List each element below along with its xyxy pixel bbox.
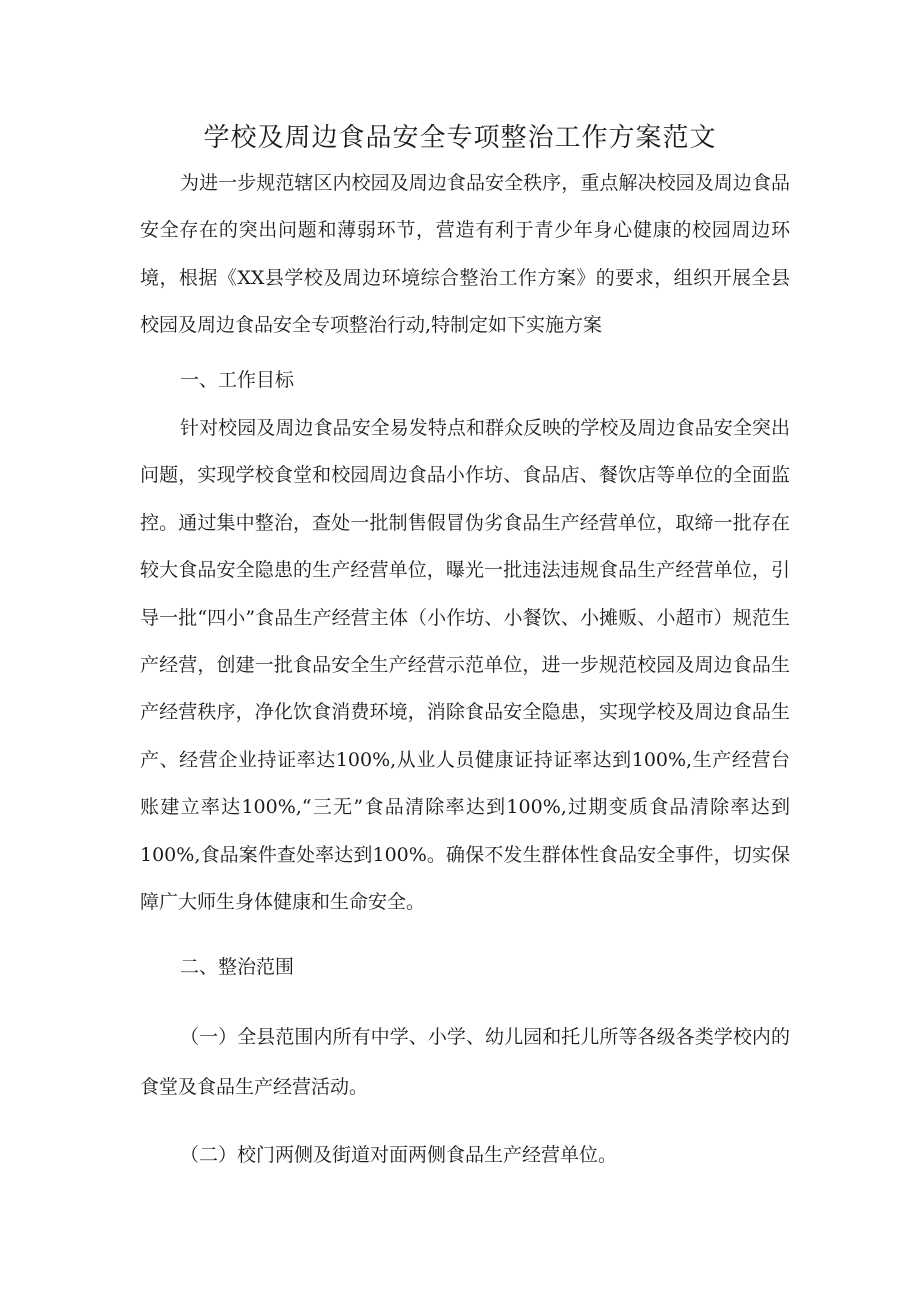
scope-item-2: （二）校门两侧及街道对面两侧食品生产经营单位。	[180, 1144, 618, 1166]
section-heading-scope: 二、整治范围	[180, 956, 295, 978]
scope-item-1: （一）全县范围内所有中学、小学、幼儿园和托儿所等各级各类学校内的食堂及食品生产经营活动。	[140, 1026, 790, 1098]
intro-paragraph: 为进一步规范辖区内校园及周边食品安全秩序，重点解决校园及周边食品安全存在的突出问题和薄弱环节，营造有利于青少年身心健康的校园周边环境，根据《XX县学校及周边环境综合整治工作方案》的要求，组织开展全县校园及周边食品安全专项整治行动,特制定如下实施方案	[140, 172, 790, 337]
section-heading-goals: 一、工作目标	[180, 369, 295, 391]
goals-paragraph: 针对校园及周边食品安全易发特点和群众反映的学校及周边食品安全突出问题，实现学校食堂和校园周边食品小作坊、食品店、餐饮店等单位的全面监控。通过集中整治，查处一批制售假冒伪劣食品生产经营单位，取缔一批存在较大食品安全隐患的生产经营单位，曝光一批违法违规食品生产经营单位，引导一批“四小”食品生产经营主体（小作坊、小餐饮、小摊贩、小超市）规范生产经营，创建一批食品安全生产经营示范单位，进一步规范校园及周边食品生产经营秩序，净化饮食消费环境，消除食品安全隐患，实现学校及周边食品生产、经营企业持证率达100%,从业人员健康证持证率达到100%,生产经营台账建立率达100%,“三无”食品清除率达到100%,过期变质食品清除率达到100%,食品案件查处率达到100%。确保不发生群体性食品安全事件，切实保障广大师生身体健康和生命安全。	[140, 417, 790, 914]
document-title: 学校及周边食品安全专项整治工作方案范文	[203, 123, 717, 153]
